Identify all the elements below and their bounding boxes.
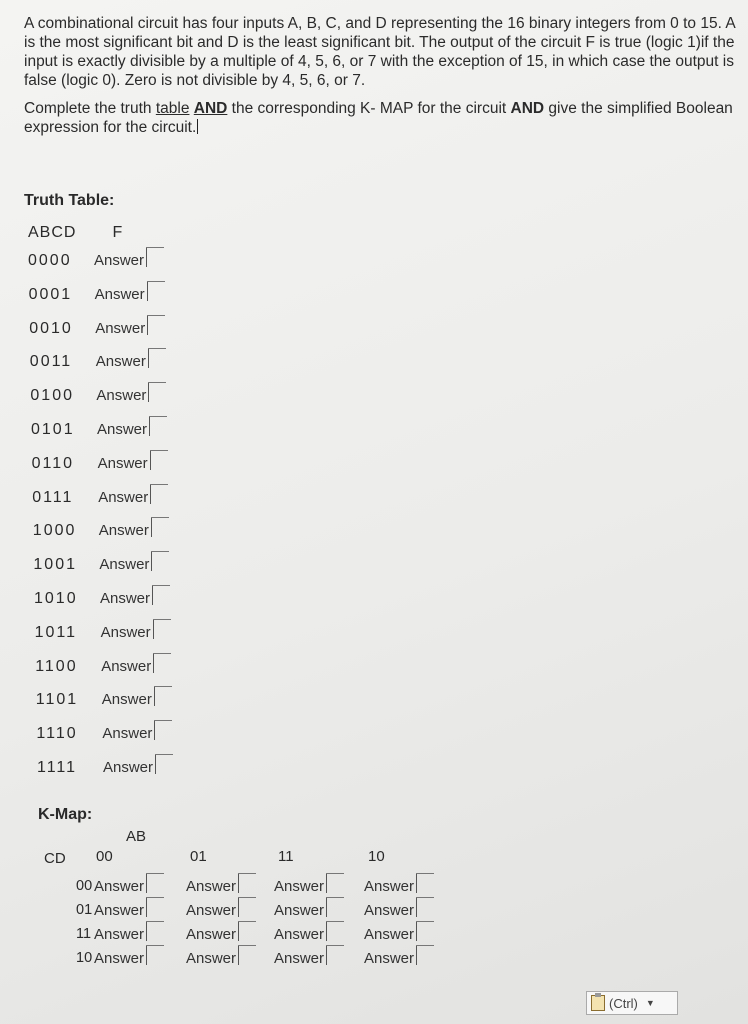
question-paragraph-2: Complete the truth table AND the corresponding K- MAP for the circuit AND give the simplified Boolean expression for the circuit. <box>24 100 733 136</box>
row-inputs: 1110 <box>36 725 78 743</box>
row-inputs: 0001 <box>28 285 73 303</box>
answer-input-f[interactable]: Answer <box>102 725 154 742</box>
kmap-answer-input[interactable]: Answer <box>94 902 146 919</box>
kmap-answer-input[interactable]: Answer <box>274 950 326 967</box>
kmap-cell <box>186 926 238 943</box>
answer-input-f[interactable]: Answer <box>94 252 146 269</box>
kmap-label: K-Map: <box>38 806 93 823</box>
row-inputs: 1000 <box>32 522 77 540</box>
row-inputs: 1100 <box>35 657 78 675</box>
output-header: F <box>112 224 124 241</box>
kmap-column-header: 11 <box>278 848 294 865</box>
question-text <box>24 14 736 146</box>
kmap-cell <box>274 926 326 943</box>
row-inputs: 0010 <box>29 319 73 337</box>
row-inputs: 0111 <box>32 488 74 506</box>
kmap-column-header: 10 <box>368 848 385 865</box>
row-inputs: 1101 <box>35 691 79 709</box>
answer-input-f[interactable]: Answer <box>98 455 150 472</box>
kmap-row-header: 10 <box>76 950 93 966</box>
kmap-row-header: 11 <box>76 926 92 942</box>
kmap-cell <box>94 950 146 967</box>
kmap-cell <box>364 950 416 967</box>
answer-input-f[interactable]: Answer <box>99 556 151 573</box>
truth-table-row <box>35 658 153 676</box>
kmap-answer-input[interactable]: Answer <box>274 878 326 895</box>
inputs-header: ABCD <box>28 224 77 241</box>
truth-table-row <box>30 387 148 405</box>
row-inputs: 0110 <box>31 454 74 472</box>
kmap-row-header: 00 <box>76 878 93 894</box>
row-inputs: 1010 <box>34 590 78 607</box>
paste-options-label: (Ctrl) <box>609 995 638 1011</box>
kmap-cell <box>274 950 326 967</box>
kmap-cell <box>94 902 146 919</box>
answer-input-f[interactable]: Answer <box>97 421 149 438</box>
truth-table-label: Truth Table: <box>24 192 115 209</box>
kmap-cell <box>186 950 238 967</box>
kmap-answer-input[interactable]: Answer <box>364 950 416 967</box>
kmap-row-header: 01 <box>76 902 93 918</box>
row-inputs: 1011 <box>34 623 77 641</box>
kmap-answer-input[interactable]: Answer <box>364 902 416 919</box>
truth-table-row <box>32 455 150 473</box>
kmap-answer-input[interactable]: Answer <box>186 950 238 967</box>
kmap-cell <box>94 878 146 895</box>
kmap-column-header: 01 <box>190 848 207 865</box>
row-inputs: 0100 <box>30 387 74 405</box>
truth-table-row <box>33 556 151 574</box>
row-inputs: 0101 <box>31 421 75 438</box>
truth-table-row <box>29 320 147 338</box>
answer-input-f[interactable]: Answer <box>99 522 151 539</box>
kmap-cell <box>274 902 326 919</box>
question-paragraph-1: A combinational circuit has four inputs A, B, C, and D representing the 16 binary integers from 0 to 15. A is the most significant bit and D is the least significant bit. The output of the circuit F is true (logic 1)if the input is exactly divisible by a multiple of 4, 5, 6, or 7 with the exception of 15, in which case the output is false (logic 0). Zero is not divisible by 4, 5, 6, or 7. <box>24 15 735 89</box>
truth-table-row <box>29 286 147 304</box>
answer-input-f[interactable]: Answer <box>95 286 147 303</box>
truth-table-row <box>30 353 148 371</box>
kmap-cell <box>274 878 326 895</box>
row-inputs: 0000 <box>28 252 72 269</box>
kmap-cd-label: CD <box>44 850 66 867</box>
kmap-answer-input[interactable]: Answer <box>186 878 238 895</box>
kmap-cell <box>186 902 238 919</box>
kmap-cell <box>364 878 416 895</box>
kmap-cell <box>364 926 416 943</box>
truth-table-row <box>31 421 149 439</box>
answer-input-f[interactable]: Answer <box>98 489 150 506</box>
kmap-answer-input[interactable]: Answer <box>274 926 326 943</box>
kmap-answer-input[interactable]: Answer <box>274 902 326 919</box>
answer-input-f[interactable]: Answer <box>101 658 153 675</box>
answer-input-f[interactable]: Answer <box>103 759 155 776</box>
truth-table-row <box>36 725 154 743</box>
truth-table-row <box>36 691 154 709</box>
answer-input-f[interactable]: Answer <box>96 353 148 370</box>
kmap-ab-label: AB <box>126 828 147 845</box>
kmap-cell <box>94 926 146 943</box>
paste-options-button[interactable] <box>586 991 678 1015</box>
clipboard-icon <box>591 995 605 1011</box>
answer-input-f[interactable]: Answer <box>95 320 147 337</box>
kmap-answer-input[interactable]: Answer <box>94 926 146 943</box>
kmap-answer-input[interactable]: Answer <box>94 950 146 967</box>
truth-table-header <box>28 224 123 242</box>
kmap-column-header: 00 <box>96 848 113 865</box>
truth-table-row <box>32 489 150 507</box>
truth-table-row <box>34 590 152 608</box>
answer-input-f[interactable]: Answer <box>101 624 153 641</box>
row-inputs: 0011 <box>29 353 73 371</box>
kmap-answer-input[interactable]: Answer <box>364 878 416 895</box>
chevron-down-icon: ▼ <box>645 998 655 1008</box>
kmap-answer-input[interactable]: Answer <box>94 878 146 895</box>
kmap-answer-input[interactable]: Answer <box>186 926 238 943</box>
kmap-cell <box>364 902 416 919</box>
truth-table-row <box>33 522 151 540</box>
truth-table-row <box>37 759 155 777</box>
answer-input-f[interactable]: Answer <box>102 691 154 708</box>
truth-table-row <box>35 624 153 642</box>
truth-table-row <box>28 252 146 270</box>
kmap-answer-input[interactable]: Answer <box>186 902 238 919</box>
answer-input-f[interactable]: Answer <box>96 387 148 404</box>
kmap-answer-input[interactable]: Answer <box>364 926 416 943</box>
row-inputs: 1111 <box>37 759 78 776</box>
row-inputs: 1001 <box>33 556 77 574</box>
text-cursor <box>197 119 198 134</box>
kmap-cell <box>186 878 238 895</box>
answer-input-f[interactable]: Answer <box>100 590 152 607</box>
